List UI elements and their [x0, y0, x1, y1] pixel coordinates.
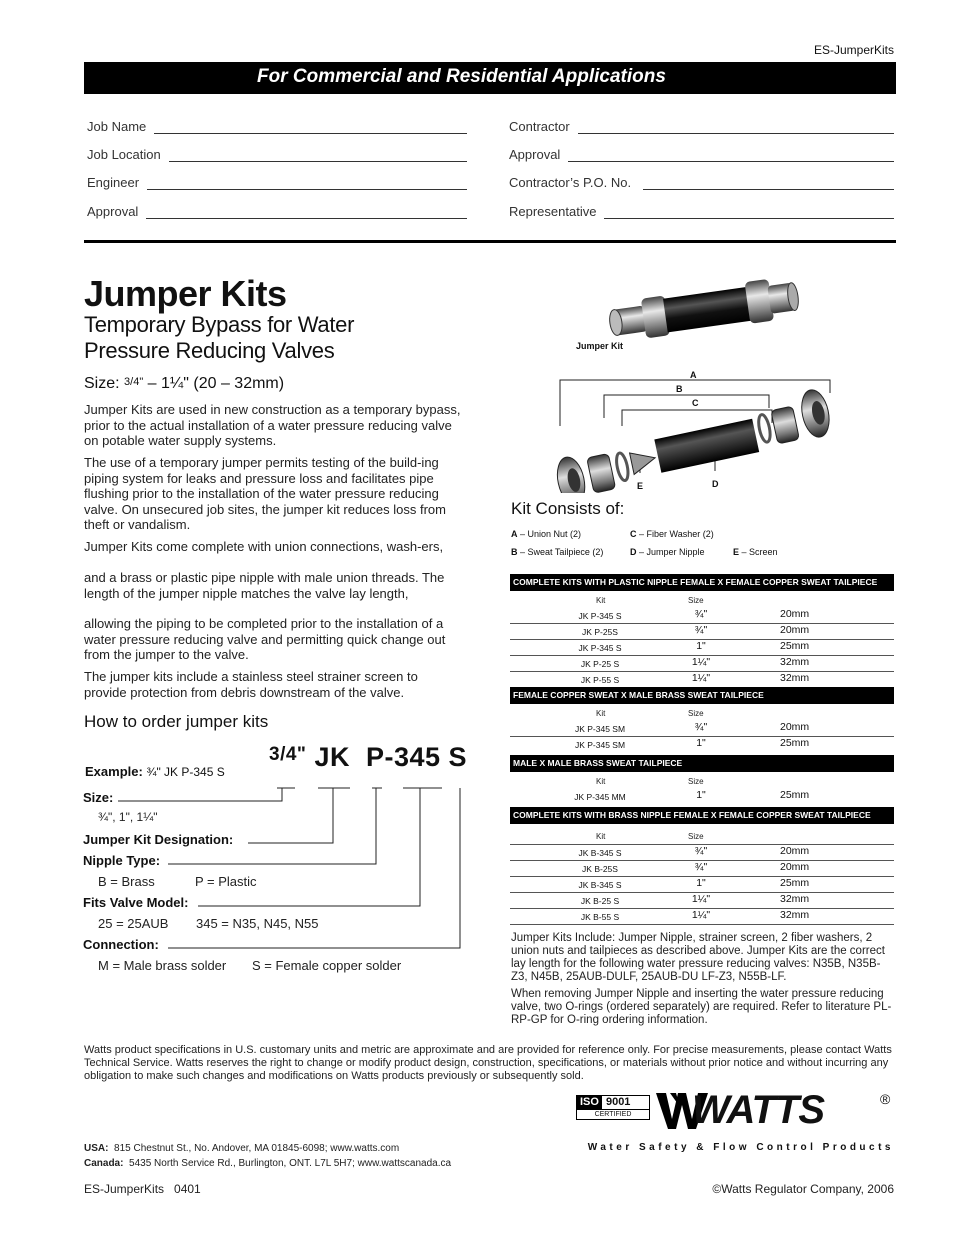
order-valve-25: 25 = 25AUB [98, 916, 169, 931]
table-row: JK P-345 S ¾" 20mm [510, 608, 894, 624]
form-field-engineer[interactable]: Engineer [87, 175, 467, 190]
form-field-job-location[interactable]: Job Location [87, 147, 467, 162]
table-header: MALE X MALE BRASS SWEAT TAILPIECE [510, 755, 894, 772]
paragraph: Jumper Kits come complete with union connections, wash-ers, [84, 539, 444, 554]
order-connection-female: S = Female copper solder [252, 958, 402, 973]
order-size-label: Size: [83, 790, 114, 805]
table-row: JK P-345 SM ¾" 20mm [510, 721, 894, 737]
jumper-kit-photo [605, 275, 805, 345]
table-row: JK B-25 S 1¼" 32mm [510, 893, 894, 909]
doc-id: ES-JumperKits [813, 43, 894, 57]
kit-note: Jumper Kits Include: Jumper Nipple, strainer screen, 2 fiber washers, 2 union nuts and tailpieces as described above. Jumper Kits are the correct lay length for the following water pressure reducing valves: N35B, N35B-Z3, N45B, 25AUB-DULF, 25AUB-DU LF-Z3, N55B-LF. [511, 932, 885, 983]
form-field-approval-right[interactable]: Approval [509, 147, 894, 162]
table-row: JK B-25S ¾" 20mm [510, 861, 894, 877]
form-field-job-name[interactable]: Job Name [87, 119, 467, 134]
order-example: Example: ¾" JK P-345 S [85, 764, 225, 779]
order-nipple-plastic: P = Plastic [195, 874, 257, 889]
table-header: COMPLETE KITS WITH PLASTIC NIPPLE FEMALE X FEMALE COPPER SWEAT TAILPIECE [510, 574, 894, 591]
order-size-value: ¾", 1", 1¼" [98, 810, 158, 824]
order-valve-label: Fits Valve Model: [83, 895, 189, 910]
paragraph: Jumper Kits are used in new construction as a temporary bypass, prior to the actual installation of a water pressure reducing valve on potable water supply systems. [84, 402, 461, 449]
paragraph: allowing the piping to be completed prior to the installation of a water pressure reducing valve and permitting quick change out from the jumper to the valve. [84, 616, 446, 663]
table-col-headers: Kit Size [596, 777, 704, 786]
disclaimer: Watts product specifications in U.S. customary units and metric are approximate and are provided for reference only. For precise measurements, please contact Watts Technical Service. Watts reserves the right to change or modify product design, construction, specifications, or materials without prior notice and without incurring any obligation to make such changes and modifications on Watts products previously or subsequently sold. [84, 1044, 892, 1082]
form-field-po-number[interactable]: Contractor’s P.O. No. [509, 175, 894, 190]
order-nipple-brass: B = Brass [98, 874, 155, 889]
paragraph: The use of a temporary jumper permits testing of the build-ing piping system for leaks and pressure loss and facilitates pipe flushing prior to the installation of the water pressure reducing valve. On unsecured job sites, the jumper kit reduces loss from theft or vandalism. [84, 455, 446, 533]
form-field-approval-left[interactable]: Approval [87, 204, 467, 219]
oring-note: When removing Jumper Nipple and inserting the water pressure reducing valve, two O-rings (ordered separately) are required. Refer to literature PL-RP-GP for O-ring ordering information. [511, 988, 892, 1026]
kit-item-d: D – Jumper Nipple [630, 547, 705, 557]
table-col-headers: Kit Size [596, 709, 704, 718]
diagram-label-b: B [676, 384, 683, 394]
diagram-label-a: A [690, 370, 697, 380]
photo-caption: Jumper Kit [576, 341, 624, 351]
table-row: JK B-55 S 1¼" 32mm [510, 909, 894, 925]
form-field-contractor[interactable]: Contractor [509, 119, 894, 134]
table-row: JK P-25 S 1¼" 32mm [510, 656, 894, 672]
table-header: FEMALE COPPER SWEAT X MALE BRASS SWEAT TAILPIECE [510, 687, 894, 704]
address-canada: Canada: 5435 North Service Rd., Burlington, ONT. L7L 5H7; www.wattscanada.ca [84, 1158, 452, 1169]
paragraph: and a brass or plastic pipe nipple with male union threads. The length of the jumper nipple matches the valve lay length, [84, 570, 445, 601]
footer-doc-id: ES-JumperKits 0401 [84, 1182, 201, 1196]
diagram-label-d: D [712, 479, 719, 489]
kit-item-a: A – Union Nut (2) [511, 529, 582, 539]
footer-copyright: ©Watts Regulator Company, 2006 [712, 1182, 894, 1196]
diagram-label-c: C [692, 398, 699, 408]
order-designation-label: Jumper Kit Designation: [83, 832, 234, 847]
order-valve-345: 345 = N35, N45, N55 [196, 916, 319, 931]
table-row: JK P-345 S 1" 25mm [510, 640, 894, 656]
tagline: Water Safety & Flow Control Products [587, 1142, 894, 1153]
order-nipple-label: Nipple Type: [83, 853, 161, 868]
table-row: JK B-345 S ¾" 20mm [510, 844, 894, 861]
table-row: JK P-55 S 1¼" 32mm [580, 672, 810, 685]
kit-tables [510, 574, 894, 925]
table-row: JK P-25S ¾" 20mm [510, 624, 894, 640]
kit-item-c: C – Fiber Washer (2) [630, 529, 714, 539]
exploded-diagram [540, 368, 870, 493]
table-row: JK P-345 SM 1" 25mm [574, 737, 810, 750]
order-connection-male: M = Male brass solder [98, 958, 227, 973]
table-row: JK B-345 S 1" 25mm [510, 877, 894, 893]
banner: For Commercial and Residential Applications [84, 62, 896, 94]
order-heading: How to order jumper kits [84, 712, 269, 731]
order-connection-label: Connection: [83, 937, 159, 952]
table-header: COMPLETE KITS WITH BRASS NIPPLE FEMALE X FEMALE COPPER SWEAT TAILPIECE [510, 807, 894, 824]
table-col-headers: Kit Size [596, 596, 704, 605]
paragraph: The jumper kits include a stainless steel strainer screen to provide protection from debris downstream of the valve. [84, 669, 418, 700]
size-range: Size: 3/4" – 1¼" (20 – 32mm) [84, 375, 285, 392]
page-title: Jumper Kits [84, 273, 287, 314]
page-subtitle: Temporary Bypass for Water Pressure Reducing Valves [84, 312, 355, 363]
order-example-code: $^{3/4"}$ JK P-345 S [269, 742, 468, 772]
kit-item-e: E – Screen [733, 547, 778, 557]
address-usa: USA: 815 Chestnut St., No. Andover, MA 01845-6098; www.watts.com [84, 1143, 400, 1154]
table-row: JK P-345 MM 1" 25mm [574, 789, 810, 802]
diagram-label-e: E [637, 481, 644, 491]
kit-item-b: B – Sweat Tailpiece (2) [511, 547, 604, 557]
kit-heading: Kit Consists of: [511, 499, 625, 518]
iso-badge: ISO 9001 CERTIFIED [576, 1095, 650, 1120]
form-field-representative[interactable]: Representative [509, 204, 894, 219]
table-col-headers: Kit Size [596, 832, 704, 841]
